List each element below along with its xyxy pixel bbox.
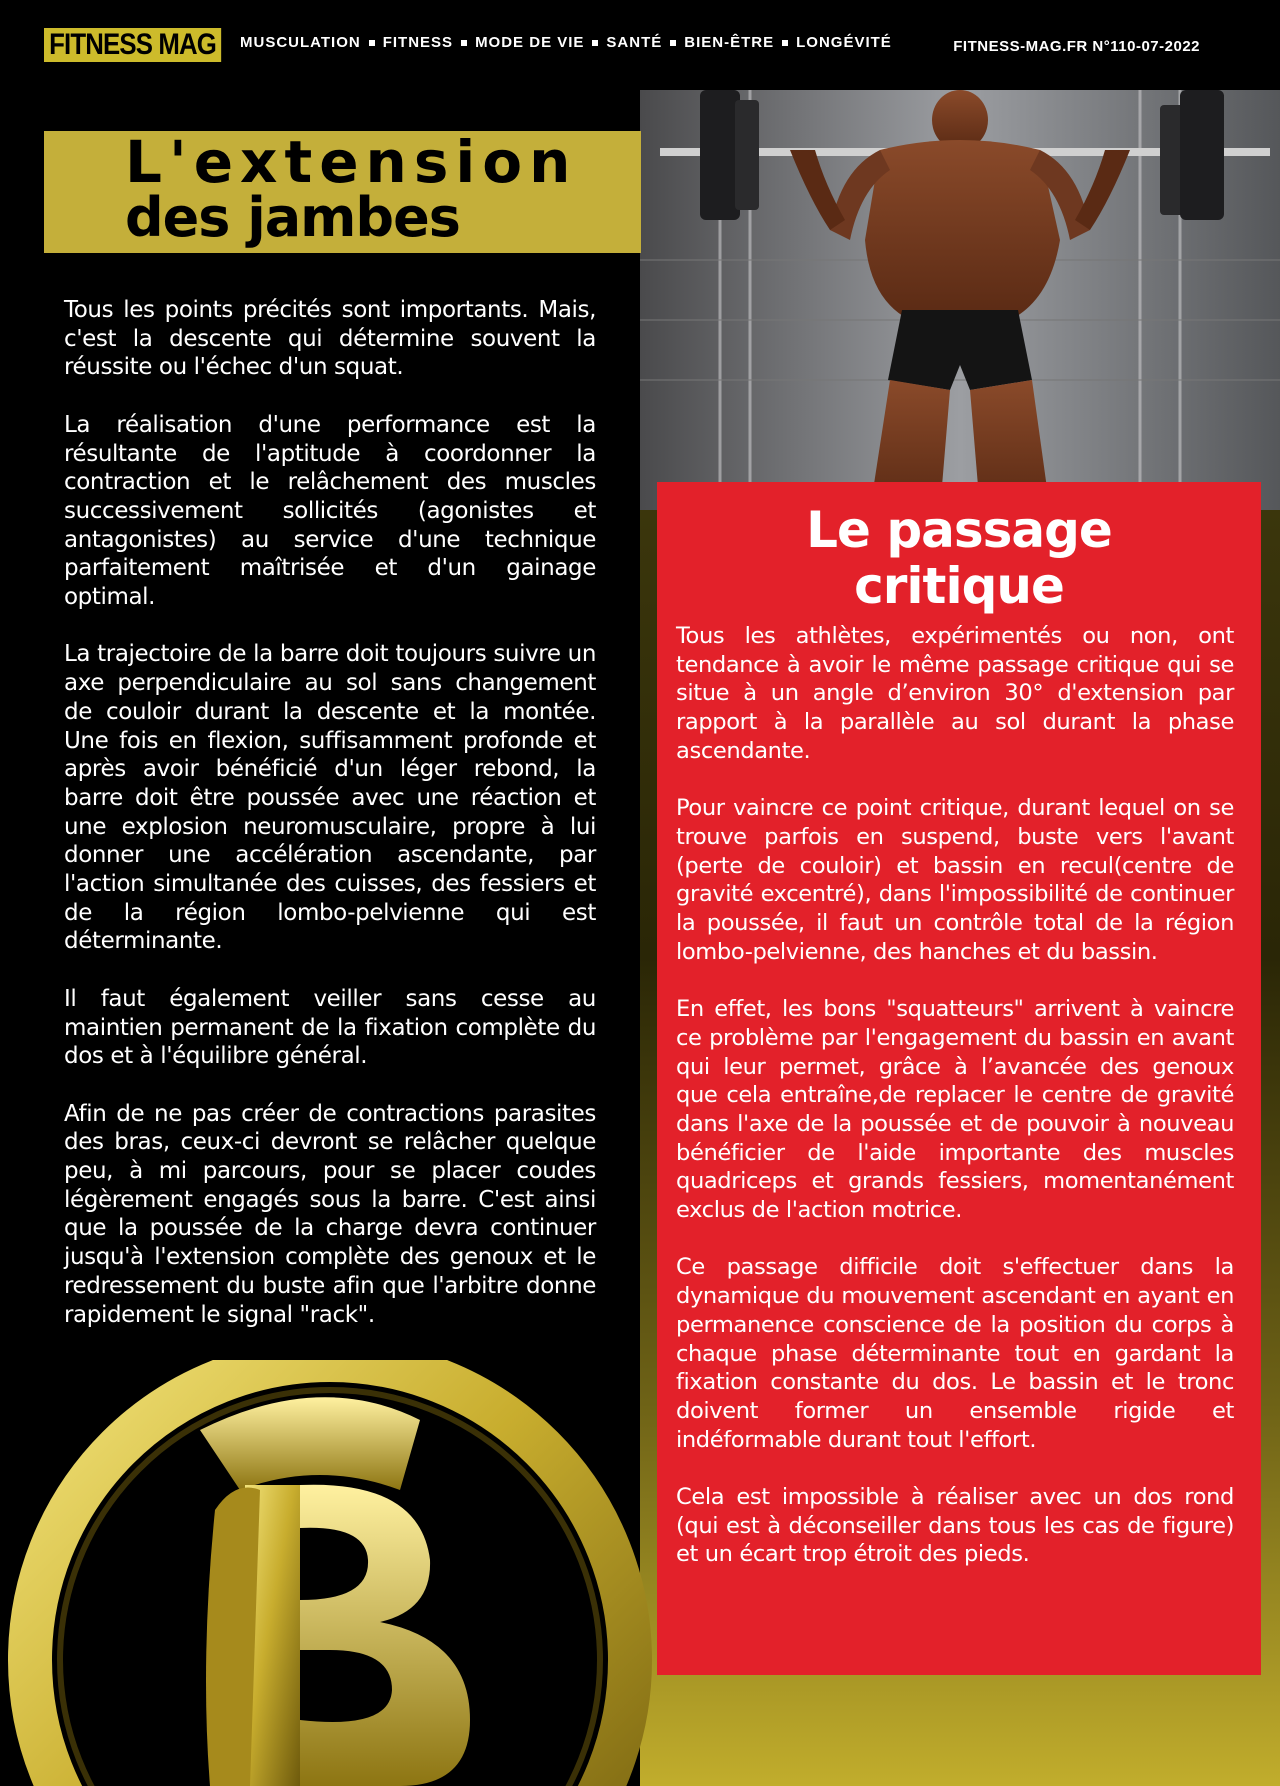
nav-item-sante[interactable]: SANTÉ bbox=[606, 34, 663, 51]
bodybuilder-squat-photo bbox=[640, 90, 1280, 510]
nav-item-fitness[interactable]: FITNESS bbox=[382, 34, 454, 51]
sidebar-body bbox=[676, 622, 1234, 1598]
issue-info: FITNESS-MAG.FR N°110-07-2022 bbox=[953, 38, 1200, 55]
paragraph: En effet, les bons "squatteurs" arrivent à vaincre ce problème par l'engagement du bassin en avant qui leur permet, grâce à l’avancée des genoux que cela entraîne,de replacer le centre de gravité dans l'axe de la poussée et de pouvoir à nouveau bénéficier de l'aide importante des muscles quadriceps et grands fessiers, momentanément exclus de l'action motrice. bbox=[676, 996, 1234, 1224]
article-title-line1: L'extension bbox=[125, 128, 578, 196]
nav-item-musculation[interactable]: MUSCULATION bbox=[240, 34, 361, 51]
nav-separator bbox=[670, 40, 676, 46]
nav-item-mode-de-vie[interactable]: MODE DE VIE bbox=[475, 34, 585, 51]
paragraph: Tous les athlètes, expérimentés ou non, ont tendance à avoir le même passage critique qui se situe à un angle d’environ 30° d'extension par rapport à la parallèle au sol durant la phase ascendante. bbox=[676, 623, 1234, 764]
site-logo[interactable]: FITNESS MAG bbox=[44, 28, 221, 62]
nav-separator bbox=[461, 40, 467, 46]
paragraph: Il faut également veiller sans cesse au maintien permanent de la fixation complète du dos et à l'équilibre général. bbox=[64, 985, 596, 1070]
article-title-line2: des jambes bbox=[125, 186, 460, 249]
paragraph: La trajectoire de la barre doit toujours suivre un axe perpendiculaire au sol sans changement de couloir durant la descente et la montée. Une fois en flexion, suffisamment profonde et après avoir bénéficié d'un léger rebond, la barre doit être poussée avec une réaction et une explosion neuromusculaire, propre à lui donner une accélération ascendante, par l'action simultanée des cuisses, des fessiers et de la région lombo-pelvienne qui est déterminante. bbox=[64, 641, 596, 955]
nav-separator bbox=[782, 40, 788, 46]
nav-separator bbox=[592, 40, 598, 46]
top-bar bbox=[0, 0, 1280, 90]
nav-separator bbox=[369, 40, 375, 46]
paragraph: Pour vaincre ce point critique, durant lequel on se trouve parfois en suspend, buste vers l'avant (perte de couloir) et bassin en recul(centre de gravité excentré), dans l'impossibilité de continuer la poussée, il faut un contrôle total de la région lombo-pelvienne, des hanches et du bassin. bbox=[676, 795, 1234, 965]
sidebar-title-line1: Le passage bbox=[806, 501, 1112, 559]
sidebar-title-line2: critique bbox=[854, 557, 1064, 615]
section-nav bbox=[240, 34, 892, 51]
nav-item-longevite[interactable]: LONGÉVITÉ bbox=[796, 34, 892, 51]
paragraph: Tous les points précités sont importants. Mais, c'est la descente qui détermine souvent la réussite ou l'échec d'un squat. bbox=[64, 297, 596, 381]
paragraph: La réalisation d'une performance est la résultante de l'aptitude à coordonner la contraction et le relâchement des muscles successivement sollicités (agonistes et antagonistes) au service d'une technique parfaitement maîtrisée et d'un gainage optimal. bbox=[64, 411, 596, 611]
paragraph: Ce passage difficile doit s'effectuer dans la dynamique du mouvement ascendant en ayant en permanence conscience de la position du corps à chaque phase déterminante tout en gardant la fixation constante du dos. Le bassin et le tronc doivent former un ensemble rigide et indéformable durant tout l'effort. bbox=[676, 1254, 1234, 1453]
sidebar-title bbox=[657, 502, 1261, 614]
left-article-body bbox=[64, 296, 596, 1358]
nav-item-bien-etre[interactable]: BIEN-ÊTRE bbox=[684, 34, 775, 51]
paragraph: Cela est impossible à réaliser avec un dos rond (qui est à déconseiller dans tous les cas de figure) et un écart trop étroit des pieds. bbox=[676, 1484, 1234, 1568]
gold-b-logo-badge bbox=[0, 1360, 660, 1786]
paragraph: Afin de ne pas créer de contractions parasites des bras, ceux-ci devront se relâcher quelque peu, à mi parcours, pour se placer coudes légèrement engagés sous la barre. C'est ainsi que la poussée de la charge devra continuer jusqu'à l'extension complète des genoux et le redressement du buste afin que l'arbitre donne rapidement le signal "rack". bbox=[64, 1100, 596, 1328]
